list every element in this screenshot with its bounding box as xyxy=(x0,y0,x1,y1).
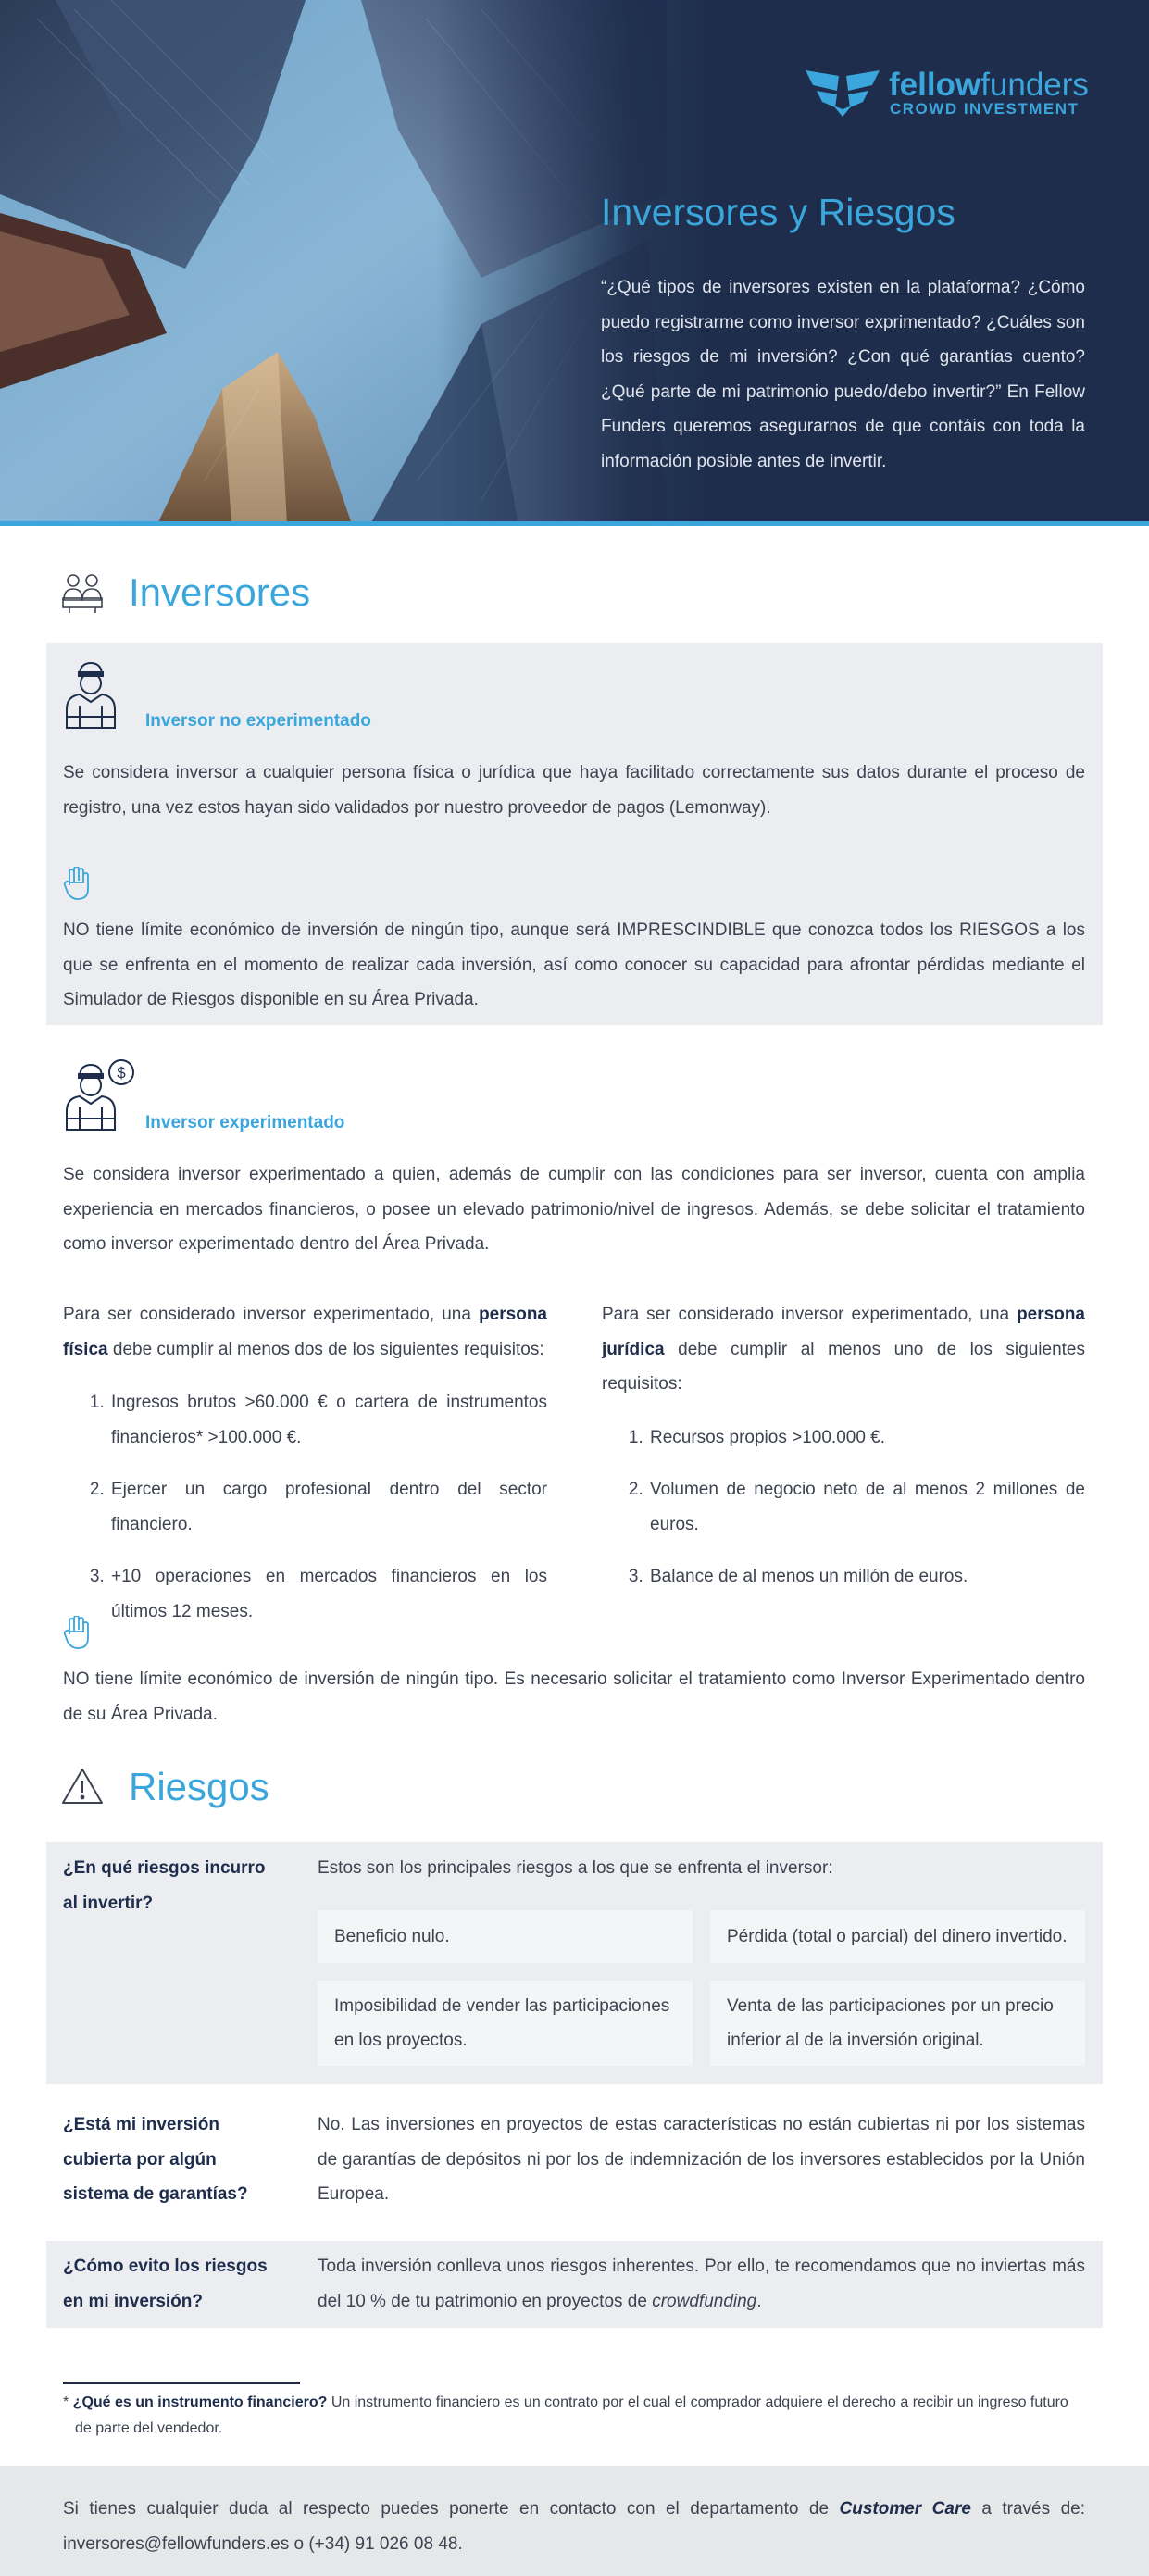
list-item: 1. Ingresos brutos >60.000 € o cartera de instrumentos financieros* >100.000 €. xyxy=(109,1385,547,1455)
non-experienced-note: NO tiene límite económico de inversión de ningún tipo, aunque será IMPRESCINDIBLE que conozca todos los RIESGOS a los que se enfrenta en el momento de realizar cada inversión, así como conocer su capacidad para afrontar pérdidas mediante el Simulador de Riesgos disponible en su Área Privada. xyxy=(63,920,1085,1009)
footnote-divider xyxy=(63,2382,300,2384)
risk-item: Venta de las participaciones por un precio inferior al de la inversión original. xyxy=(710,1981,1085,2066)
hand-icon xyxy=(63,867,89,900)
contact-footer xyxy=(0,2466,1149,2576)
logo-wings-icon xyxy=(806,70,880,117)
experienced-description: Se considera inversor experimentado a quien, además de cumplir con las condiciones para ser inversor, cuenta con amplia experiencia en mercados financieros, o posee un elevado patrimonio/nivel de ingresos. Además, se debe solicitar el tratamiento como inversor experimentado dentro del Área Privada. xyxy=(63,1165,1085,1254)
risk-question-2 xyxy=(46,2096,1103,2226)
risk-item: Pérdida (total o parcial) del dinero invertido. xyxy=(710,1910,1085,1963)
risk-question-1-title: ¿En qué riesgos incurro al invertir? xyxy=(63,1858,266,1913)
risks-title: Riesgos xyxy=(129,1765,269,1808)
svg-text:$: $ xyxy=(117,1064,126,1082)
page-title: Inversores y Riesgos xyxy=(601,191,955,233)
non-experienced-title: Inversor no experimentado xyxy=(145,711,371,731)
hand-icon xyxy=(63,1616,89,1649)
group-icon xyxy=(61,572,104,613)
person-money-icon xyxy=(63,1057,137,1132)
risk-question-3 xyxy=(46,2241,1103,2328)
list-item: 3. +10 operaciones en mercados financieros en los últimos 12 meses. xyxy=(109,1559,547,1629)
person-icon xyxy=(63,659,119,730)
risk-question-3-answer: Toda inversión conlleva unos riesgos inherentes. Por ello, te recomendamos que no inviertas más del 10 % de tu patrimonio en proyectos de crowdfunding. xyxy=(318,2257,1085,2311)
list-item: 2. Ejercer un cargo profesional dentro del sector financiero. xyxy=(109,1472,547,1542)
header-banner xyxy=(0,0,1149,524)
investors-title: Inversores xyxy=(129,570,311,614)
risk-question-2-title: ¿Está mi inversión cubierta por algún sistema de garantías? xyxy=(63,2115,248,2204)
list-item: 1. Recursos propios >100.000 €. xyxy=(648,1420,1085,1456)
risk-question-2-answer: No. Las inversiones en proyectos de estas características no están cubiertas ni por los sistemas de garantías de depósitos ni por los de indemnización de los inversores establecidos por la Unión Europea. xyxy=(318,2115,1085,2204)
footnote: * ¿Qué es un instrumento financiero? Un instrumento financiero es un contrato por el cual el comprador adquiere el derecho a recibir un ingreso futuro de parte del vendedor. xyxy=(63,2395,1068,2436)
contact-text: Si tienes cualquier duda al respecto puedes ponerte en contacto con el departamento de Customer Care a través de: inversores@fellowfunders.es o (+34) 91 026 08 48. xyxy=(63,2499,1085,2554)
legal-person-list xyxy=(602,1420,1085,1594)
logo-tagline: CROWD INVESTMENT xyxy=(890,100,1080,118)
physical-person-requirements xyxy=(63,1297,547,1646)
list-item: 2. Volumen de negocio neto de al menos 2 millones de euros. xyxy=(648,1472,1085,1542)
non-experienced-panel xyxy=(46,643,1103,1025)
legal-person-intro: Para ser considerado inversor experimentado, una persona jurídica debe cumplir al menos uno de los siguientes requisitos: xyxy=(602,1305,1085,1394)
risk-question-3-title: ¿Cómo evito los riesgos en mi inversión? xyxy=(63,2257,268,2311)
header-accent-bar xyxy=(0,521,1149,526)
physical-person-list xyxy=(63,1385,547,1629)
legal-person-requirements xyxy=(602,1297,1085,1612)
warning-icon xyxy=(61,1767,104,1806)
experienced-note: NO tiene límite económico de inversión de ningún tipo. Es necesario solicitar el tratamiento como Inversor Experimentado dentro de su Área Privada. xyxy=(63,1669,1085,1724)
fellowfunders-logo[interactable] xyxy=(806,67,1093,122)
risk-item: Imposibilidad de vender las participaciones en los proyectos. xyxy=(318,1981,693,2066)
list-item: 3. Balance de al menos un millón de euros. xyxy=(648,1559,1085,1594)
risk-item: Beneficio nulo. xyxy=(318,1910,693,1963)
non-experienced-description: Se considera inversor a cualquier persona física o jurídica que haya facilitado correctamente sus datos durante el proceso de registro, una vez estos hayan sido validados por nuestro proveedor de pagos (Lemonway). xyxy=(63,763,1085,818)
header-intro: “¿Qué tipos de inversores existen en la plataforma? ¿Cómo puedo registrarme como inversor exprimentado? ¿Cuáles son los riesgos de mi inversión? ¿Con qué garantías cuento? ¿Qué parte de mi patrimonio puedo/debo invertir?” En Fellow Funders queremos asegurarnos de que contáis con toda la información posible antes de invertir. xyxy=(601,278,1085,471)
experienced-title: Inversor experimentado xyxy=(145,1113,345,1132)
physical-person-intro: Para ser considerado inversor experimentado, una persona física debe cumplir al menos dos de los siguientes requisitos: xyxy=(63,1305,547,1359)
logo-wordmark: fellowfunders xyxy=(889,67,1089,103)
risk-question-1 xyxy=(46,1842,1103,2084)
risk-question-1-lead: Estos son los principales riesgos a los que se enfrenta el inversor: xyxy=(318,1858,833,1878)
